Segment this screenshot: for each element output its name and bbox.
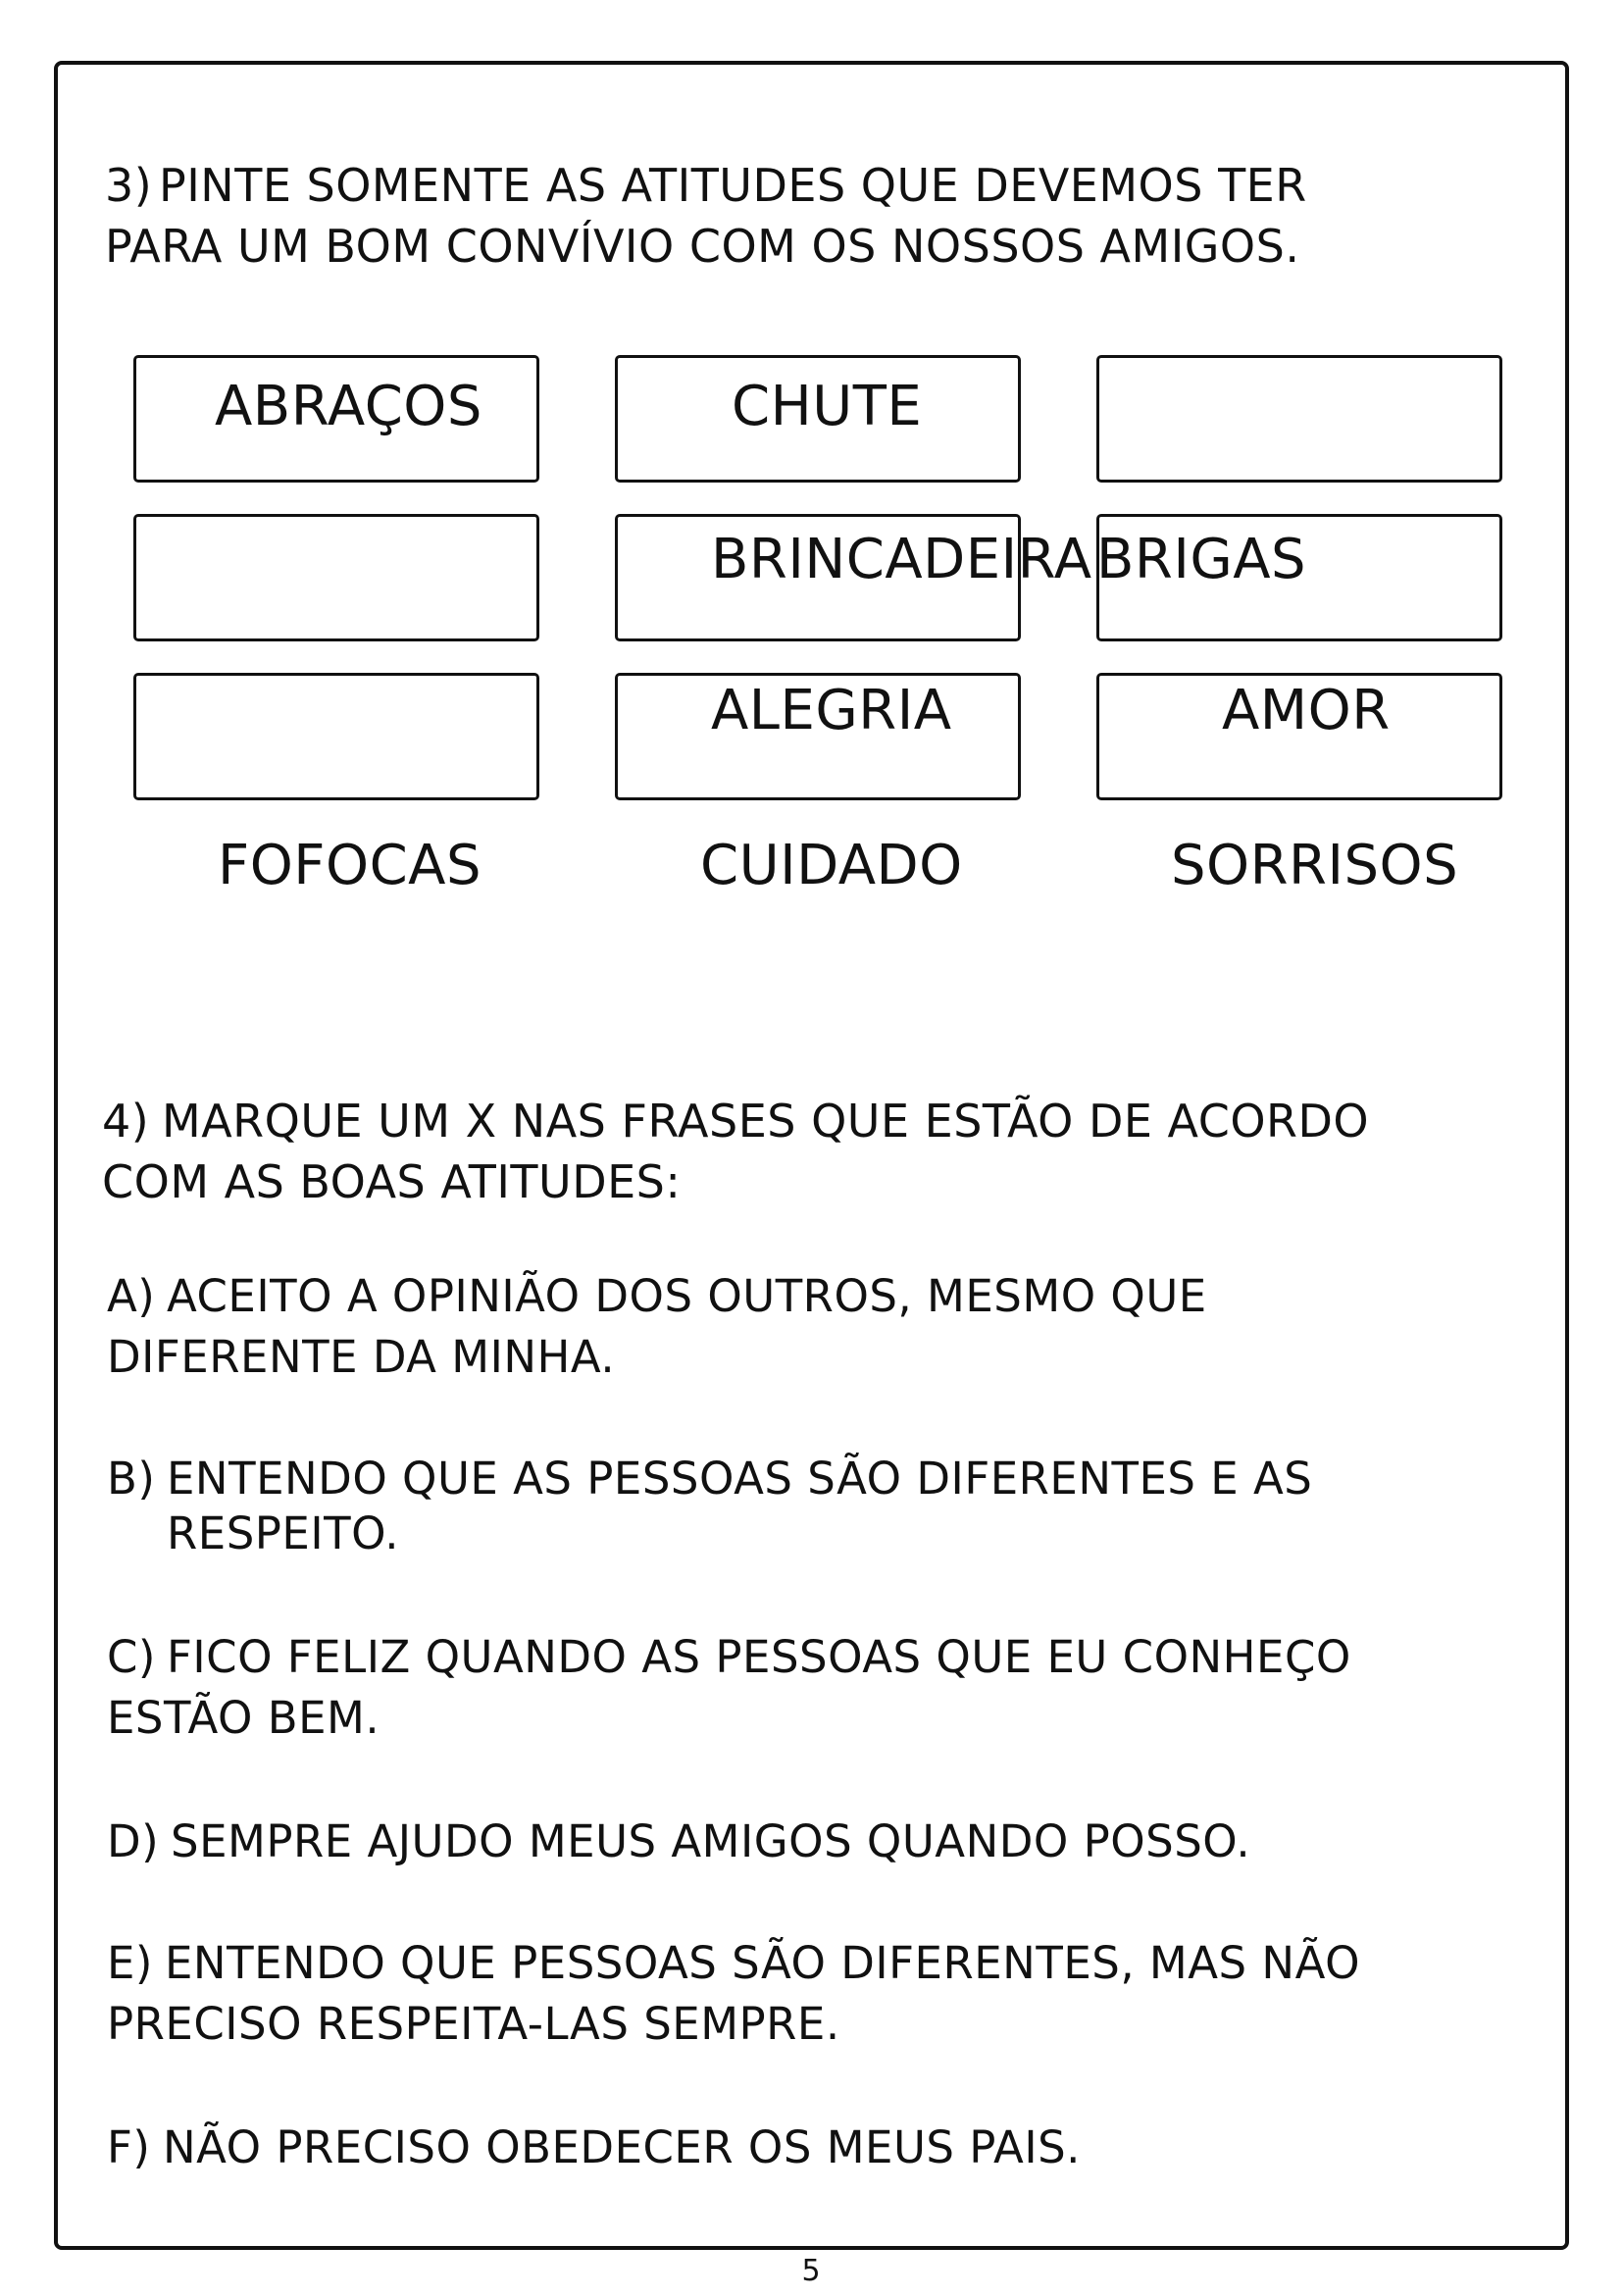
item-f-letter[interactable]: F) [107,2121,151,2173]
question-4-number: 4) [102,1095,150,1148]
page-number: 5 [801,2254,821,2288]
item-d-letter[interactable]: D) [107,1815,160,1867]
item-b-line-1: ENTENDO QUE AS PESSOAS SÃO DIFERENTES E AS [167,1453,1313,1505]
item-b-line-2: RESPEITO. [167,1507,399,1559]
item-d-line-1: SEMPRE AJUDO MEUS AMIGOS QUANDO POSSO. [171,1815,1251,1867]
word-fofocas: FOFOCAS [218,834,482,897]
answer-box[interactable] [133,514,539,641]
item-a-line-2: DIFERENTE DA MINHA. [107,1331,616,1383]
item-e-line-1: ENTENDO QUE PESSOAS SÃO DIFERENTES, MAS NÃO [165,1937,1360,1989]
word-chute: CHUTE [732,375,923,438]
word-alegria: ALEGRIA [711,679,952,742]
word-cuidado: CUIDADO [700,834,963,897]
item-a-letter[interactable]: A) [107,1270,156,1322]
word-amor: AMOR [1222,679,1391,742]
word-brincadeira: BRINCADEIRA [711,528,1092,591]
item-f-line-1: NÃO PRECISO OBEDECER OS MEUS PAIS. [163,2121,1081,2173]
answer-box[interactable] [1096,355,1502,483]
word-brigas: BRIGAS [1096,528,1307,591]
item-b-letter[interactable]: B) [107,1453,156,1505]
word-sorrisos: SORRISOS [1171,834,1459,897]
question-3-line-1: PINTE SOMENTE AS ATITUDES QUE DEVEMOS TER [159,159,1307,212]
question-4-line-2: COM AS BOAS ATITUDES: [102,1155,682,1208]
question-4-line-1: MARQUE UM X NAS FRASES QUE ESTÃO DE ACORDO [162,1095,1370,1148]
question-3-line-2: PARA UM BOM CONVÍVIO COM OS NOSSOS AMIGOS. [105,220,1300,273]
item-c-letter[interactable]: C) [107,1631,156,1683]
item-c-line-1: FICO FELIZ QUANDO AS PESSOAS QUE EU CONHEÇO [167,1631,1351,1683]
item-e-letter[interactable]: E) [107,1937,153,1989]
answer-box[interactable] [133,673,539,800]
question-3-number: 3) [105,159,153,212]
word-abracos: ABRAÇOS [215,375,482,438]
item-c-line-2: ESTÃO BEM. [107,1692,380,1744]
item-e-line-2: PRECISO RESPEITA-LAS SEMPRE. [107,1998,840,2050]
item-a-line-1: ACEITO A OPINIÃO DOS OUTROS, MESMO QUE [167,1270,1207,1322]
